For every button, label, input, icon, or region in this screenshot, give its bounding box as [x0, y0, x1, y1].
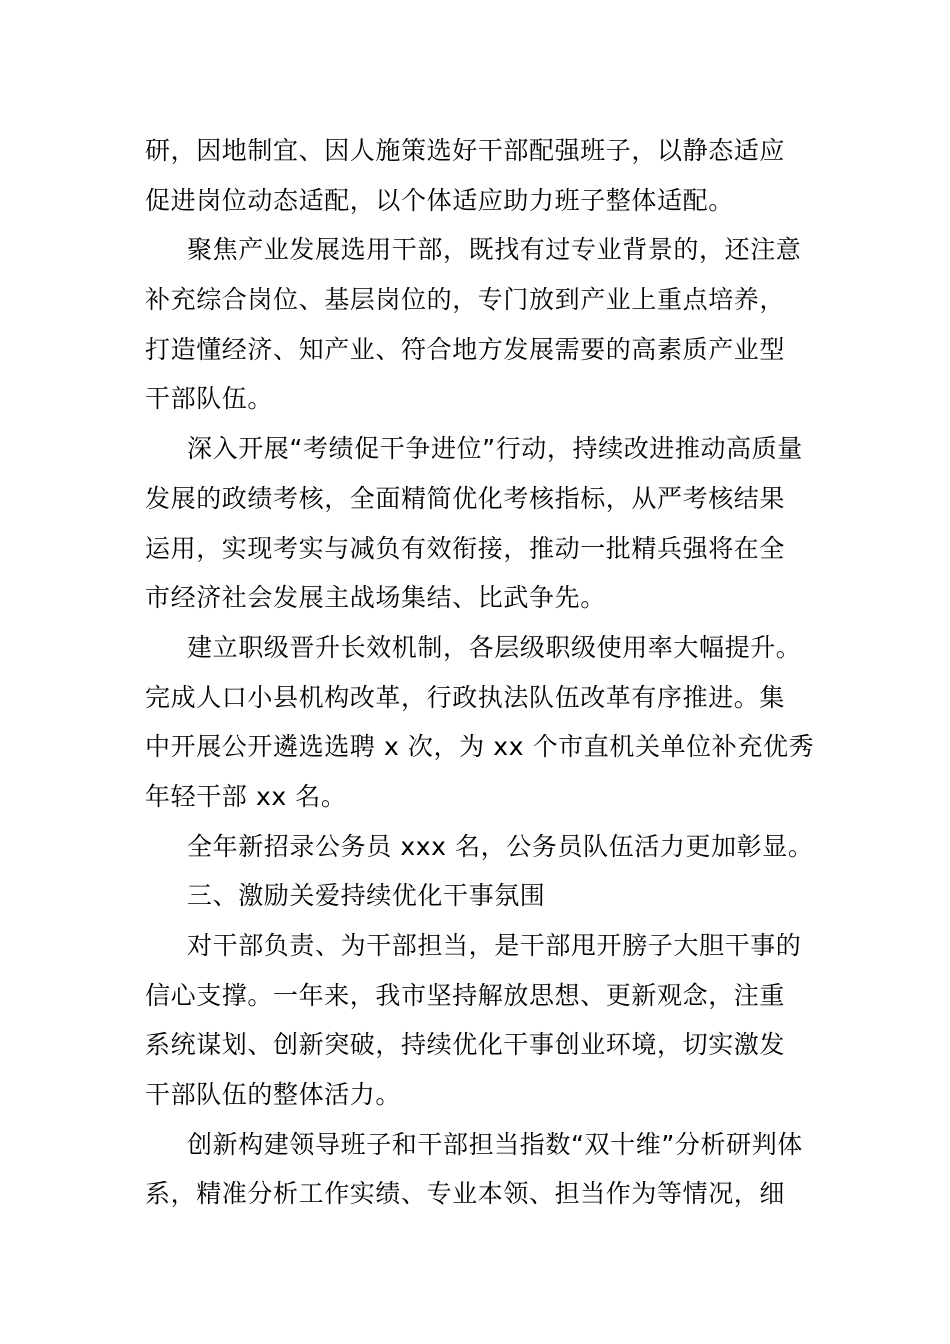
text-line: 聚焦产业发展选用干部，既找有过专业背景的，还注意: [187, 235, 802, 265]
text-line: 系，精准分析工作实绩、专业本领、担当作为等情况，细: [145, 1179, 786, 1209]
text-line: 研，因地制宜、因人施策选好干部配强班子，以静态适应: [145, 136, 786, 165]
section-heading: 三、激励关爱持续优化干事氛围: [187, 881, 546, 911]
text-line: 信心支撑。一年来，我市坚持解放思想、更新观念，注重: [145, 980, 786, 1010]
text-line: 全年新招录公务员 xxx 名，公务员队伍活力更加彰显。: [187, 831, 814, 861]
text-line: 打造懂经济、知产业、符合地方发展需要的高素质产业型: [145, 334, 786, 364]
text-line: 年轻干部 xx 名。: [145, 781, 347, 811]
text-line: 发展的政绩考核，全面精简优化考核指标，从严考核结果: [145, 483, 786, 513]
text-line: 干部队伍。: [145, 384, 274, 414]
text-line: 系统谋划、创新突破，持续优化干事创业环境，切实激发: [145, 1030, 786, 1060]
text-line: 干部队伍的整体活力。: [145, 1080, 402, 1110]
text-line: 完成人口小县机构改革，行政执法队伍改革有序推进。集: [145, 682, 786, 712]
document-body: [145, 126, 815, 1219]
text-line: 运用，实现考实与减负有效衔接，推动一批精兵强将在全: [145, 533, 786, 563]
text-line: 促进岗位动态适配，以个体适应助力班子整体适配。: [145, 185, 734, 215]
text-line: 市经济社会发展主战场集结、比武争先。: [145, 583, 606, 613]
text-line: 对干部负责、为干部担当，是干部甩开膀子大胆干事的: [187, 931, 802, 960]
text-line: 建立职级晋升长效机制，各层级职级使用率大幅提升。: [187, 632, 802, 662]
text-line: 创新构建领导班子和干部担当指数“双十维”分析研判体: [187, 1129, 803, 1159]
text-line: 补充综合岗位、基层岗位的，专门放到产业上重点培养，: [145, 285, 786, 315]
text-line: 深入开展“考绩促干争进位”行动，持续改进推动高质量: [187, 434, 803, 464]
text-line: 中开展公开遴选选聘 x 次，为 xx 个市直机关单位补充优秀: [145, 732, 815, 762]
